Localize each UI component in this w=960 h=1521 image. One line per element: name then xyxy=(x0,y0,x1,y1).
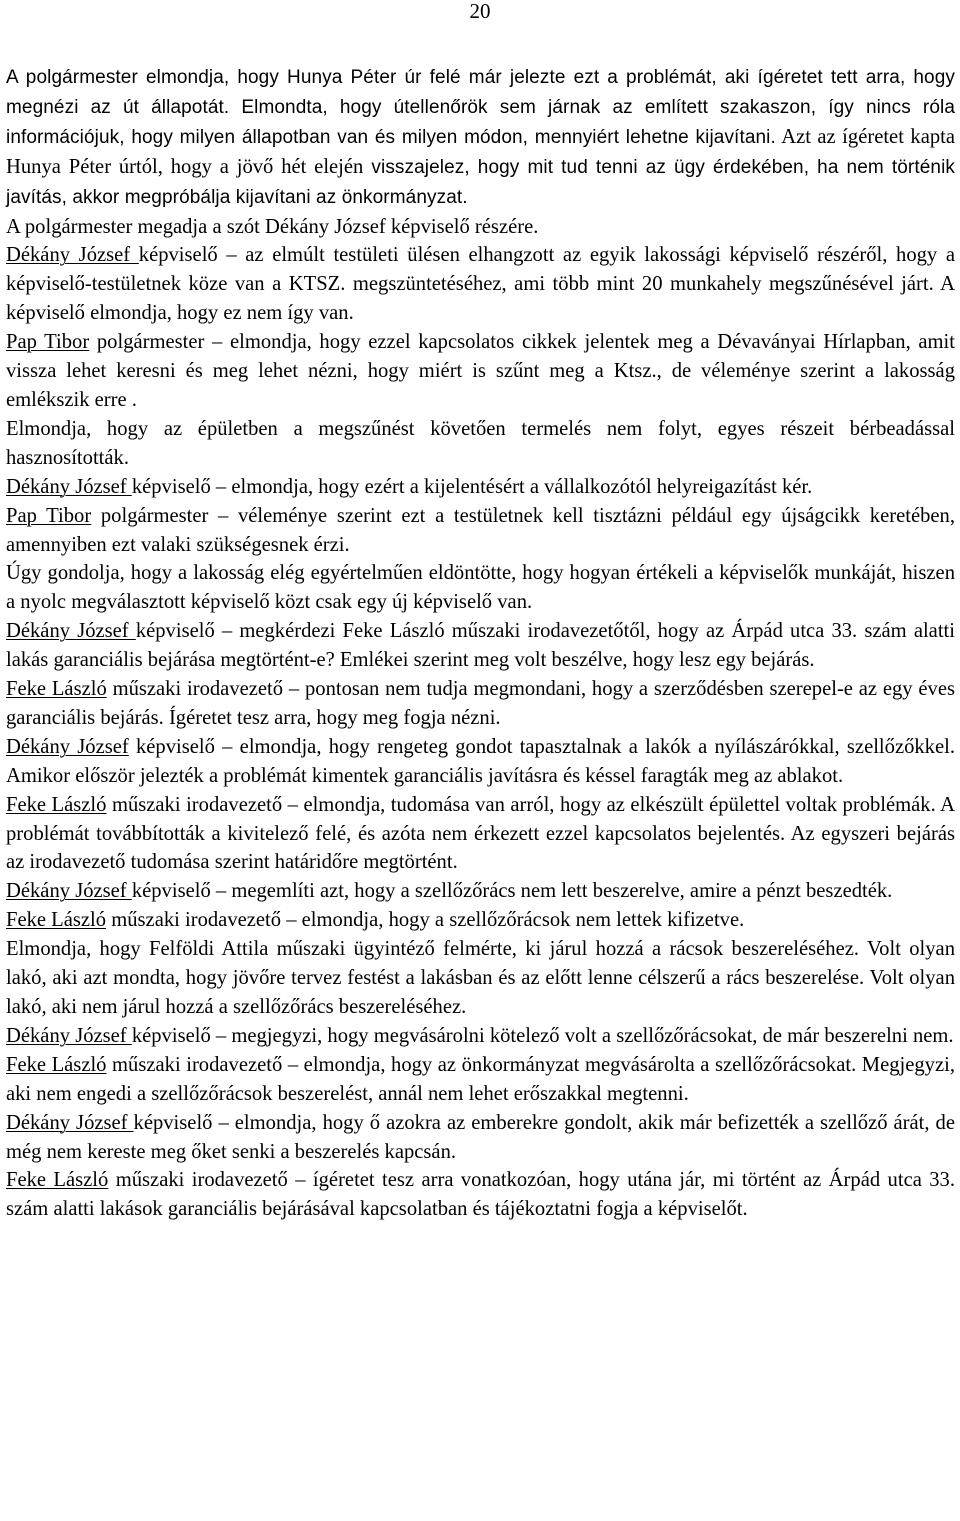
entry-text: polgármester – véleménye szerint ezt a testületnek kell tisztázni például egy újságcikk keretében, amennyiben ezt valaki szükségesnek érzi. xyxy=(6,504,955,556)
minutes-entry xyxy=(6,241,955,328)
minutes-entry xyxy=(6,1022,955,1051)
speaker-name: Dékány József xyxy=(6,620,136,643)
minutes-entry xyxy=(6,559,955,617)
minutes-entry xyxy=(6,877,955,906)
speaker-name: Feke László xyxy=(6,1169,109,1192)
entry-text: műszaki irodavezető – pontosan nem tudja megmondani, hogy a szerződésben szerepel-e az egy éves garanciális bejárás. Ígéretet tesz arra, hogy meg fogja nézni. xyxy=(6,678,955,729)
speaker-name: Feke László xyxy=(6,1053,107,1076)
paragraph-floor-given: A polgármester megadja a szót Dékány József képviselő részére. xyxy=(6,215,539,238)
speaker-name: Dékány József xyxy=(6,244,139,267)
minutes-entry xyxy=(6,502,955,560)
minutes-entry xyxy=(6,617,955,675)
speaker-name: Dékány József xyxy=(6,1024,132,1047)
entry-text: műszaki irodavezető – ígéretet tesz arra vonatkozóan, hogy utána jár, mi történt az Árpád utca 33. szám alatti lakások garanciális bejárásával kapcsolatban és tájékoztatni fogja a képviselőt. xyxy=(6,1169,955,1221)
entry-text: Úgy gondolja, hogy a lakosság elég egyértelműen eldöntötte, hogy hogyan értékeli a képviselők munkáját, hiszen a nyolc megválasztott képviselő közt csak egy új képviselő van. xyxy=(6,562,955,614)
minutes-entry xyxy=(6,906,955,935)
speaker-name: Pap Tibor xyxy=(6,331,90,354)
entry-text: Elmondja, hogy Felföldi Attila műszaki ügyintéző felmérte, ki járul hozzá a rácsok beszereléséhez. Volt olyan lakó, aki azt mondta, hogy jövőre tervez festést a lakásban és az előtt lenne célszerű a rács beszerelése. Volt olyan lakó, aki nem járul hozzá a szellőzőrács beszereléséhez. xyxy=(6,938,955,1018)
minutes-entry xyxy=(6,675,955,733)
minutes-entry xyxy=(6,473,955,502)
minutes-entry xyxy=(6,415,955,473)
entry-text: Elmondja, hogy az épületben a megszűnést követően termelés nem folyt, egyes részeit bérbeadással hasznosították. xyxy=(6,417,955,469)
speaker-name: Feke László xyxy=(6,909,107,932)
entry-text: műszaki irodavezető – elmondja, hogy a szellőzőrácsok nem lettek kifizetve. xyxy=(106,909,745,932)
entry-text: képviselő – elmondja, hogy rengeteg gondot tapasztalnak a lakók a nyílászárókkal, szellőzőkkel. Amikor először jelezték a problémát kimentek garanciális javításra és késsel faragták meg az ablakot. xyxy=(6,735,955,787)
paragraph-road-issue-part-1: A polgármester elmondja, hogy Hunya Péter úr felé már jelezte ezt a problémát, aki ígéretet tett arra, hogy megnézi az út állapotát. Elmondta, hogy útellenőrök sem járnak az említett szakaszon, így nincs róla információjuk, hogy milyen állapotban van és milyen módon, mennyiért lehetne kijavítani. xyxy=(6,67,955,148)
entry-text: képviselő – megjegyzi, hogy megvásárolni kötelező volt a szellőzőrácsokat, de már beszerelni nem. xyxy=(131,1024,954,1047)
entry-text: képviselő – megkérdezi Feke László műszaki irodavezetőtől, hogy az Árpád utca 33. szám alatti lakás garanciális bejárása megtörtént-e? Emlékei szerint meg volt beszélve, hogy lesz egy bejárás. xyxy=(6,620,955,672)
page-number: 20 xyxy=(469,0,491,23)
entry-text: műszaki irodavezető – elmondja, hogy az önkormányzat megvásárolta a szellőzőrácsokat. Megjegyzi, aki nem engedi a szellőzőrácsok beszerelést, annál nem lehet erőszakkal megtenni. xyxy=(6,1053,955,1105)
speaker-name: Dékány József xyxy=(6,475,132,498)
minutes-entry xyxy=(6,1166,955,1224)
entry-text: képviselő – megemlíti azt, hogy a szellőzőrács nem lett beszerelve, amire a pénzt beszedték. xyxy=(131,880,893,903)
minutes-entry xyxy=(6,1051,955,1109)
speaker-name: Dékány József xyxy=(6,1111,134,1134)
entry-text: képviselő – elmondja, hogy ő azokra az emberekre gondolt, akik már befizették a szellőző árát, de még nem kereste meg őket senki a beszerelés kapcsán. xyxy=(6,1111,955,1163)
minutes-entry xyxy=(6,1109,955,1167)
speaker-name: Dékány József xyxy=(6,880,132,903)
speaker-name: Feke László xyxy=(6,793,107,816)
minutes-entry xyxy=(6,935,955,1022)
paragraph-road-issue xyxy=(6,63,955,213)
speaker-name: Dékány József xyxy=(6,735,129,758)
minutes-entry xyxy=(6,328,955,415)
minutes-body xyxy=(6,63,955,1224)
paragraph-road-issue-part-3: visszajelez, hogy mit tud tenni az ügy érdekében, ha nem történik javítás, akkor megpróbálja kijavítani az önkormányzat. xyxy=(6,156,955,208)
speaker-name: Feke László xyxy=(6,678,107,701)
speaker-name: Pap Tibor xyxy=(6,504,92,527)
minutes-entry xyxy=(6,733,955,791)
speaker-entries xyxy=(6,241,955,1224)
entry-text: polgármester – elmondja, hogy ezzel kapcsolatos cikkek jelentek meg a Dévaványai Hírlapban, amit vissza lehet keresni és meg lehet nézni, hogy miért is szűnt meg a Ktsz., de véleménye szerint a lakosság emlékszik erre . xyxy=(6,331,955,411)
entry-text: műszaki irodavezető – elmondja, tudomása van arról, hogy az elkészült épülettel voltak problémák. A problémát továbbították a kivitelező felé, és azóta nem érkezett ezzel kapcsolatos bejelentés. Az egyszeri bejárás az irodavezető tudomása szerint határidőre megtörtént. xyxy=(6,793,955,874)
entry-text: képviselő – az elmúlt testületi ülésen elhangzott az egyik lakossági képviselő részéről, hogy a képviselő-testületnek köze van a KTSZ. megszüntetéséhez, ami több mint 20 munkahely megszűnésével járt. A képviselő elmondja, hogy ez nem így van. xyxy=(6,244,955,325)
entry-text: képviselő – elmondja, hogy ezért a kijelentésért a vállalkozótól helyreigazítást kér. xyxy=(131,475,813,498)
paragraph-road-issue-part-2: Azt az ígéretet kapta Hunya Péter úrtól, hogy a jövő hét elején xyxy=(6,125,955,178)
minutes-entry xyxy=(6,791,955,878)
